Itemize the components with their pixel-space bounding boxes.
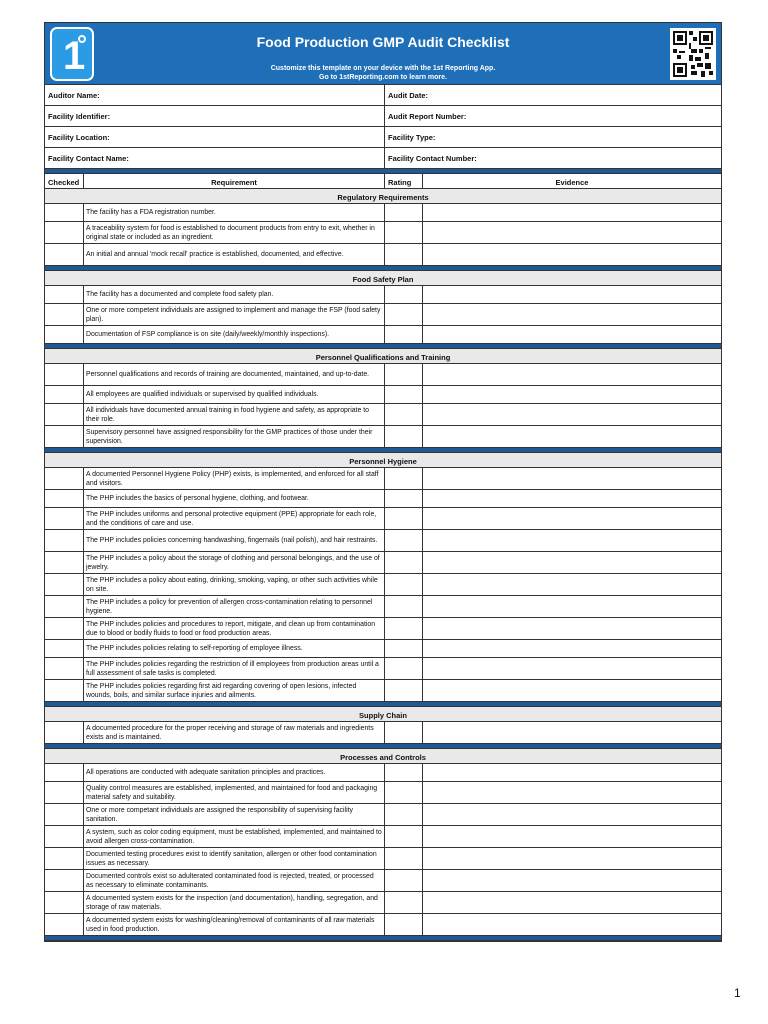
checked-cell[interactable] [45, 848, 84, 869]
rating-cell[interactable] [385, 574, 423, 595]
table-row [45, 530, 721, 552]
checked-cell[interactable] [45, 286, 84, 303]
evidence-cell[interactable] [423, 304, 721, 325]
table-row [45, 640, 721, 658]
evidence-cell[interactable] [423, 530, 721, 551]
rating-cell[interactable] [385, 596, 423, 617]
section-divider [45, 936, 721, 941]
evidence-cell[interactable] [423, 826, 721, 847]
facility-contact-number-field[interactable]: Facility Contact Number: [388, 154, 477, 163]
rating-cell[interactable] [385, 426, 423, 447]
checklist-body [45, 189, 721, 941]
requirement-text: The PHP includes uniforms and personal protective equipment (PPE) appropriate for each role, and the conditions of care and use. [84, 508, 385, 529]
requirement-text: A traceability system for food is established to document products from entry to exit, whether in original state or included as an ingredient. [84, 222, 385, 243]
evidence-cell[interactable] [423, 914, 721, 935]
table-row [45, 680, 721, 702]
table-row [45, 286, 721, 304]
requirement-text: The PHP includes policies and procedures to report, mitigate, and clean up from contamination due to blood or bodily fluids to food or food production areas. [84, 618, 385, 639]
requirement-text: A system, such as color coding equipment, must be established, implemented, and maintained to avoid allergen cross-contamination. [84, 826, 385, 847]
rating-cell[interactable] [385, 244, 423, 265]
auditor-name-field[interactable]: Auditor Name: [45, 85, 385, 105]
requirement-text: A documented Personnel Hygiene Policy (PHP) exists, is implemented, and enforced for all staff and visitors. [84, 468, 385, 489]
facility-type-field[interactable]: Facility Type: [388, 133, 436, 142]
checked-cell[interactable] [45, 722, 84, 743]
table-row [45, 782, 721, 804]
evidence-cell[interactable] [423, 618, 721, 639]
evidence-cell[interactable] [423, 870, 721, 891]
section-header: Food Safety Plan [45, 271, 721, 286]
requirement-text: The PHP includes policies concerning handwashing, fingernails (nail polish), and hair restraints. [84, 530, 385, 551]
evidence-cell[interactable] [423, 326, 721, 343]
rating-cell[interactable] [385, 490, 423, 507]
table-row [45, 468, 721, 490]
section-header: Supply Chain [45, 707, 721, 722]
table-row [45, 244, 721, 266]
checked-cell[interactable] [45, 364, 84, 385]
rating-cell[interactable] [385, 680, 423, 701]
page-title: Food Production GMP Audit Checklist [256, 34, 510, 50]
section-header: Processes and Controls [45, 749, 721, 764]
evidence-cell[interactable] [423, 658, 721, 679]
rating-cell[interactable] [385, 870, 423, 891]
table-row [45, 764, 721, 782]
evidence-cell[interactable] [423, 804, 721, 825]
rating-cell[interactable] [385, 386, 423, 403]
rating-cell[interactable] [385, 722, 423, 743]
column-header-evidence: Evidence [555, 178, 589, 187]
logo-text: 1 [63, 34, 86, 78]
checked-cell[interactable] [45, 304, 84, 325]
section-header: Personnel Hygiene [45, 453, 721, 468]
rating-cell[interactable] [385, 304, 423, 325]
checked-cell[interactable] [45, 574, 84, 595]
requirement-text: All operations are conducted with adequate sanitation principles and practices. [84, 764, 385, 781]
rating-cell[interactable] [385, 658, 423, 679]
requirement-text: Supervisory personnel have assigned responsibility for the GMP practices of those under their supervision. [84, 426, 385, 447]
rating-cell[interactable] [385, 804, 423, 825]
checked-cell[interactable] [45, 530, 84, 551]
checked-cell[interactable] [45, 222, 84, 243]
checked-cell[interactable] [45, 618, 84, 639]
evidence-cell[interactable] [423, 204, 721, 221]
evidence-cell[interactable] [423, 764, 721, 781]
checked-cell[interactable] [45, 826, 84, 847]
evidence-cell[interactable] [423, 552, 721, 573]
requirement-text: The PHP includes a policy about eating, drinking, smoking, vaping, or other such activities while on site. [84, 574, 385, 595]
rating-cell[interactable] [385, 764, 423, 781]
evidence-cell[interactable] [423, 404, 721, 425]
checked-cell[interactable] [45, 680, 84, 701]
requirement-text: The PHP includes a policy for prevention of allergen cross-contamination relating to personnel hygiene. [84, 596, 385, 617]
checked-cell[interactable] [45, 892, 84, 913]
rating-cell[interactable] [385, 782, 423, 803]
table-row [45, 304, 721, 326]
requirement-text: The facility has a documented and complete food safety plan. [84, 286, 385, 303]
page-subtitle [45, 64, 721, 82]
rating-cell[interactable] [385, 508, 423, 529]
table-row [45, 914, 721, 936]
checked-cell[interactable] [45, 326, 84, 343]
checked-cell[interactable] [45, 804, 84, 825]
checked-cell[interactable] [45, 386, 84, 403]
info-row-1 [45, 85, 721, 106]
rating-cell[interactable] [385, 640, 423, 657]
checked-cell[interactable] [45, 490, 84, 507]
table-row [45, 386, 721, 404]
evidence-cell[interactable] [423, 286, 721, 303]
column-header-checked: Checked [45, 174, 84, 188]
column-header-rating: Rating [385, 174, 423, 188]
facility-contact-name-field[interactable]: Facility Contact Name: [45, 148, 385, 168]
facility-identifier-field[interactable]: Facility Identifier: [45, 106, 385, 126]
checked-cell[interactable] [45, 782, 84, 803]
rating-cell[interactable] [385, 204, 423, 221]
requirement-text: The PHP includes the basics of personal hygiene, clothing, and footwear. [84, 490, 385, 507]
table-row [45, 426, 721, 448]
requirement-text: The PHP includes policies relating to self-reporting of employee illness. [84, 640, 385, 657]
table-row [45, 596, 721, 618]
checked-cell[interactable] [45, 596, 84, 617]
evidence-cell[interactable] [423, 892, 721, 913]
evidence-cell[interactable] [423, 848, 721, 869]
subtitle-line-2: Go to 1stReporting.com to learn more. [319, 74, 447, 81]
table-row [45, 222, 721, 244]
checked-cell[interactable] [45, 204, 84, 221]
checked-cell[interactable] [45, 640, 84, 657]
requirement-text: The PHP includes policies regarding the restriction of ill employees from production areas until a full assessment of safe tasks is completed. [84, 658, 385, 679]
requirement-text: The PHP includes a policy about the storage of clothing and personal belongings, and the use of jewelry. [84, 552, 385, 573]
requirement-text: Personnel qualifications and records of training are documented, maintained, and up-to-date. [84, 364, 385, 385]
evidence-cell[interactable] [423, 490, 721, 507]
rating-cell[interactable] [385, 404, 423, 425]
table-row [45, 804, 721, 826]
section-header: Regulatory Requirements [45, 189, 721, 204]
rating-cell[interactable] [385, 892, 423, 913]
requirement-text: Documented controls exist so adulterated contaminated food is rejected, treated, or processed as necessary to eliminate contaminants. [84, 870, 385, 891]
requirement-text: One or more competent individuals are assigned to implement and manage the FSP (food safety plan). [84, 304, 385, 325]
evidence-cell[interactable] [423, 364, 721, 385]
evidence-cell[interactable] [423, 222, 721, 243]
requirement-text: One or more competant individuals are assigned the responsibility of supervising facility sanitation. [84, 804, 385, 825]
checked-cell[interactable] [45, 404, 84, 425]
evidence-cell[interactable] [423, 640, 721, 657]
column-header-requirement: Requirement [84, 174, 385, 188]
rating-cell[interactable] [385, 826, 423, 847]
requirement-text: Quality control measures are established, implemented, and maintained for food and packaging material safety and suitability. [84, 782, 385, 803]
table-row [45, 404, 721, 426]
checked-cell[interactable] [45, 468, 84, 489]
evidence-cell[interactable] [423, 782, 721, 803]
evidence-cell[interactable] [423, 722, 721, 743]
checked-cell[interactable] [45, 914, 84, 935]
table-row [45, 326, 721, 344]
evidence-cell[interactable] [423, 596, 721, 617]
rating-cell[interactable] [385, 326, 423, 343]
rating-cell[interactable] [385, 848, 423, 869]
rating-cell[interactable] [385, 286, 423, 303]
qr-code-icon[interactable] [670, 28, 716, 80]
requirement-text: All employees are qualified individuals or supervised by qualified individuals. [84, 386, 385, 403]
info-row-3 [45, 127, 721, 148]
rating-cell[interactable] [385, 468, 423, 489]
header-banner [45, 23, 721, 85]
requirement-text: Documented testing procedures exist to identify sanitation, allergen or other food contamination issues as necessary. [84, 848, 385, 869]
checked-cell[interactable] [45, 658, 84, 679]
checked-cell[interactable] [45, 552, 84, 573]
rating-cell[interactable] [385, 914, 423, 935]
checked-cell[interactable] [45, 426, 84, 447]
table-row [45, 574, 721, 596]
evidence-cell[interactable] [423, 468, 721, 489]
evidence-cell[interactable] [423, 426, 721, 447]
table-row [45, 892, 721, 914]
evidence-cell[interactable] [423, 508, 721, 529]
requirement-text: The PHP includes policies regarding first aid regarding covering of open lesions, infected wounds, boils, and similar surface injuries and ailments. [84, 680, 385, 701]
checklist-sheet [44, 22, 722, 942]
table-row [45, 870, 721, 892]
subtitle-line-1: Customize this template on your device with the 1st Reporting App. [270, 65, 496, 72]
requirement-text: The facility has a FDA registration number. [84, 204, 385, 221]
audit-report-number-field[interactable]: Audit Report Number: [388, 112, 467, 121]
checked-cell[interactable] [45, 870, 84, 891]
requirement-text: All individuals have documented annual training in food hygiene and safety, as appropriate to their role. [84, 404, 385, 425]
rating-cell[interactable] [385, 364, 423, 385]
table-header [45, 174, 721, 189]
requirement-text: Documentation of FSP compliance is on site (daily/weekly/monthly inspections). [84, 326, 385, 343]
checked-cell[interactable] [45, 244, 84, 265]
table-row [45, 508, 721, 530]
evidence-cell[interactable] [423, 244, 721, 265]
evidence-cell[interactable] [423, 386, 721, 403]
audit-date-field[interactable]: Audit Date: [388, 91, 428, 100]
evidence-cell[interactable] [423, 574, 721, 595]
info-row-2 [45, 106, 721, 127]
rating-cell[interactable] [385, 222, 423, 243]
table-row [45, 722, 721, 744]
facility-location-field[interactable]: Facility Location: [45, 127, 385, 147]
evidence-cell[interactable] [423, 680, 721, 701]
requirement-text: A documented system exists for the inspection (and documentation), handling, segregation, and storage of raw materials. [84, 892, 385, 913]
rating-cell[interactable] [385, 552, 423, 573]
checked-cell[interactable] [45, 508, 84, 529]
requirement-text: An initial and annual 'mock recall' practice is established, documented, and effective. [84, 244, 385, 265]
table-row [45, 618, 721, 640]
table-row [45, 826, 721, 848]
rating-cell[interactable] [385, 530, 423, 551]
requirement-text: A documented procedure for the proper receiving and storage of raw materials and ingredients exists and is maintained. [84, 722, 385, 743]
page-number: 1 [734, 986, 741, 1000]
table-row [45, 552, 721, 574]
table-row [45, 204, 721, 222]
info-row-4 [45, 148, 721, 169]
table-row [45, 848, 721, 870]
checked-cell[interactable] [45, 764, 84, 781]
table-row [45, 364, 721, 386]
rating-cell[interactable] [385, 618, 423, 639]
table-row [45, 490, 721, 508]
requirement-text: A documented system exists for washing/cleaning/removal of contaminants of all raw materials used in food production. [84, 914, 385, 935]
section-header: Personnel Qualifications and Training [45, 349, 721, 364]
table-row [45, 658, 721, 680]
